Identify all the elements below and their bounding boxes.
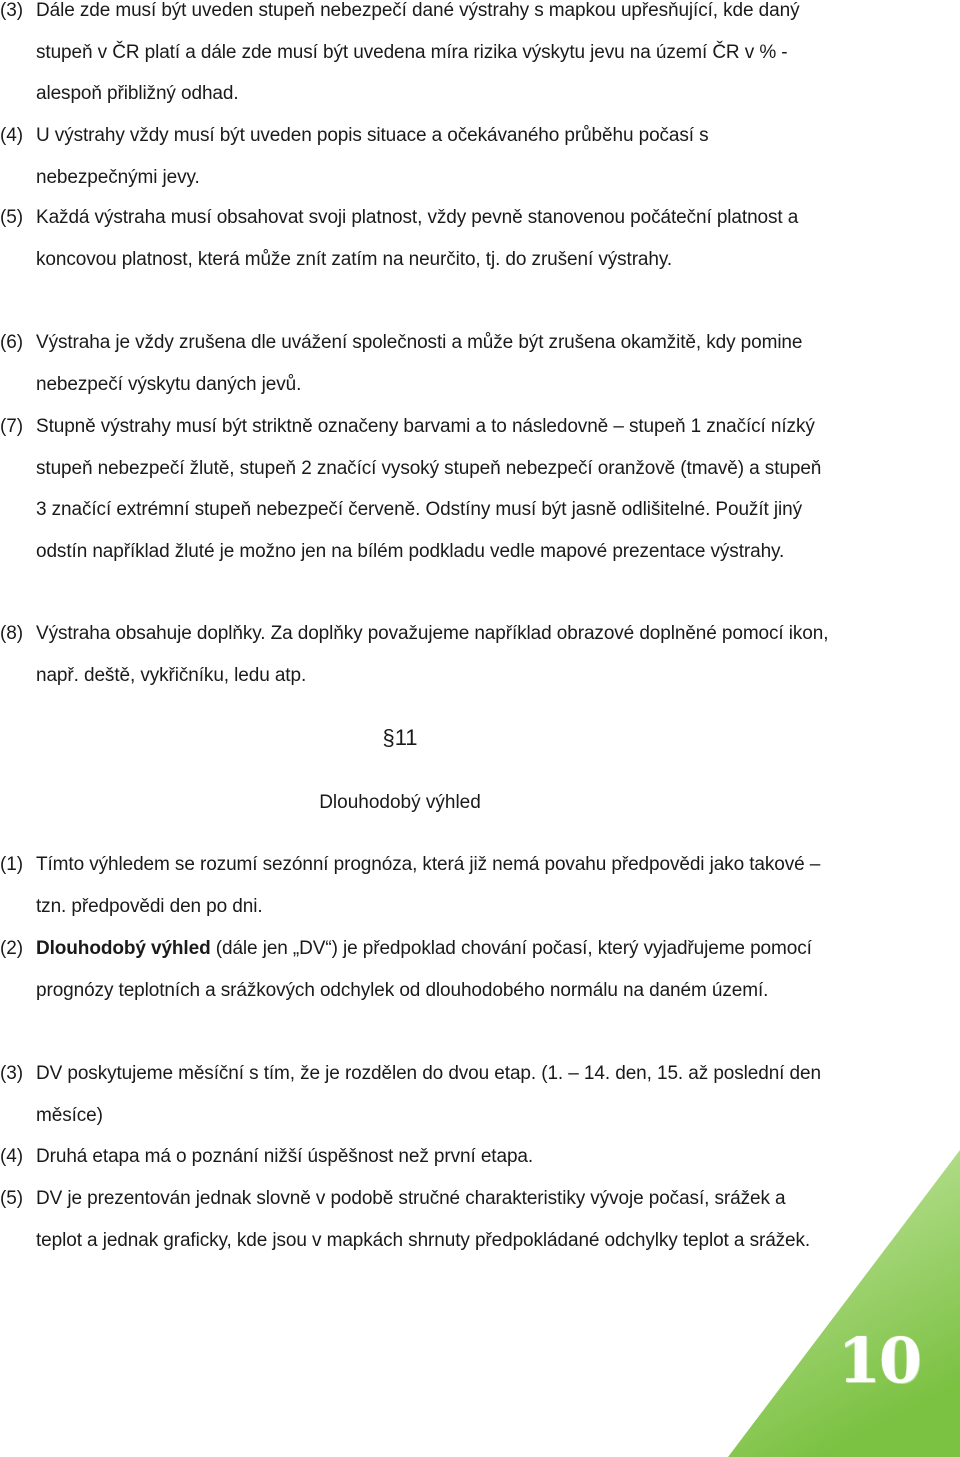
paragraph-6 — [0, 322, 830, 405]
paragraph-text: DV je prezentován jednak slovně v podobě stručné charakteristiky vývoje počasí, srážek a teplot a jednak graficky, kde jsou v mapkách shrnuty předpokládané odchylky teplot a srážek. — [36, 1188, 811, 1251]
paragraph-b1 — [0, 844, 830, 927]
paragraph-number: (4) — [0, 1146, 23, 1167]
paragraph-4 — [0, 115, 830, 198]
paragraph-b5 — [0, 1178, 830, 1261]
paragraph-text: DV poskytujeme měsíční s tím, že je rozdělen do dvou etap. (1. – 14. den, 15. až poslední den měsíce) — [36, 1063, 821, 1126]
section-symbol: §11 — [382, 725, 418, 750]
paragraph-text: U výstrahy vždy musí být uveden popis situace a očekávaného průběhu počasí s nebezpečnými jevy. — [36, 125, 709, 188]
paragraph-number: (7) — [0, 416, 23, 437]
paragraph-b2 — [0, 928, 830, 1011]
paragraph-b3 — [0, 1053, 830, 1136]
paragraph-b4 — [0, 1136, 830, 1178]
paragraph-3 — [0, 0, 830, 115]
paragraph-7 — [0, 406, 830, 572]
paragraph-number: (3) — [0, 1063, 23, 1084]
corner-triangle-decoration — [728, 1150, 960, 1457]
paragraph-5 — [0, 197, 830, 280]
paragraph-number: (6) — [0, 332, 23, 353]
paragraph-number: (5) — [0, 207, 23, 228]
paragraph-number: (2) — [0, 938, 23, 959]
paragraph-number: (3) — [0, 0, 23, 21]
paragraph-number: (8) — [0, 623, 23, 644]
paragraph-text: Výstraha je vždy zrušena dle uvážení společnosti a může být zrušena okamžitě, kdy pomine nebezpečí výskytu daných jevů. — [36, 332, 803, 395]
paragraph-text: Dále zde musí být uveden stupeň nebezpečí dané výstrahy s mapkou upřesňující, kde daný stupeň v ČR platí a dále zde musí být uvedena míra rizika výskytu jevu na území ČR v % - alespoň přibližný odhad. — [36, 0, 800, 105]
paragraph-text: Výstraha obsahuje doplňky. Za doplňky považujeme například obrazové doplněné pomocí ikon, např. deště, vykřičníku, ledu atp. — [36, 623, 829, 686]
paragraph-8 — [0, 613, 830, 696]
paragraph-text: Tímto výhledem se rozumí sezónní prognóza, která již nemá povahu předpovědi jako takové – tzn. předpovědi den po dni. — [36, 854, 821, 917]
paragraph-number: (5) — [0, 1188, 23, 1209]
term-bold: Dlouhodobý výhled — [36, 938, 211, 959]
paragraph-number: (1) — [0, 854, 23, 875]
paragraph-text: Stupně výstrahy musí být striktně označeny barvami a to následovně – stupeň 1 značící nízký stupeň nebezpečí žlutě, stupeň 2 značící vysoký stupeň nebezpečí oranžově (tmavě) a stupeň 3 značící extrémní stupeň nebezpečí červeně. Odstíny musí být jasně odlišitelné. Použít jiný odstín například žluté je možno jen na bílém podkladu vedle mapové prezentace výstrahy. — [36, 416, 822, 562]
paragraph-text: (dále jen „DV“) je předpoklad chování počasí, který vyjadřujeme pomocí prognózy teplotních a srážkových odchylek od dlouhodobého normálu na daném území. — [36, 938, 812, 1001]
section-title: Dlouhodobý výhled — [319, 792, 481, 813]
paragraph-text: Každá výstraha musí obsahovat svoji platnost, vždy pevně stanovenou počáteční platnost a koncovou platnost, která může znít zatím na neurčito, tj. do zrušení výstrahy. — [36, 207, 799, 270]
paragraph-number: (4) — [0, 125, 23, 146]
paragraph-text: Druhá etapa má o poznání nižší úspěšnost než první etapa. — [36, 1146, 534, 1167]
page-number: 10 — [837, 1324, 920, 1397]
